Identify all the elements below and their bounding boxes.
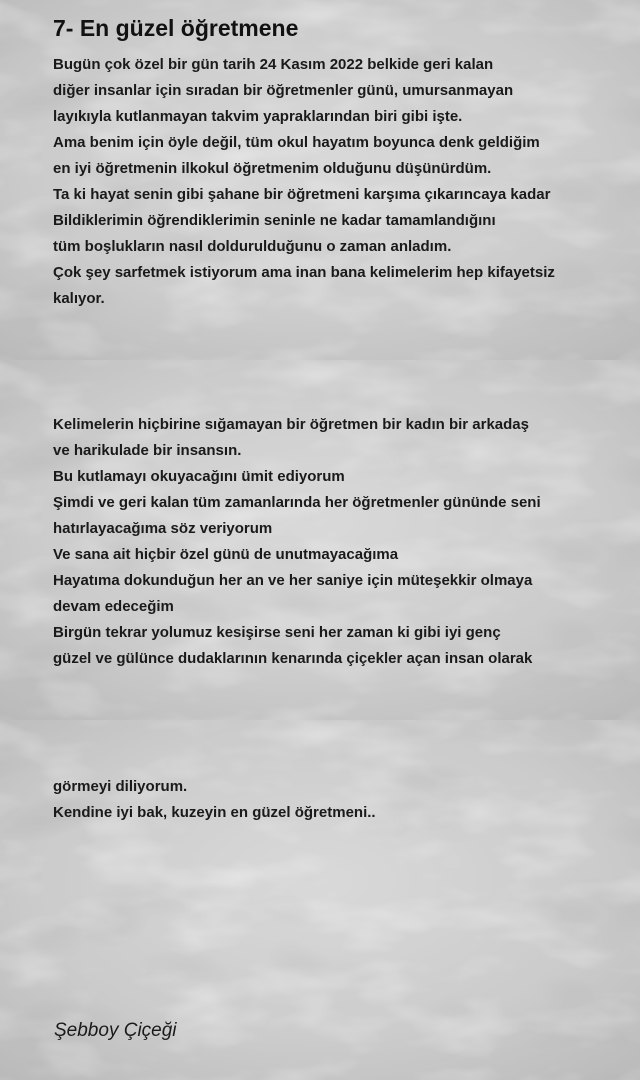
poem-line: Ama benim için öyle değil, tüm okul hayatım boyunca denk geldiğim: [53, 134, 540, 151]
poem-stanza-3: [53, 774, 620, 826]
poem-line: Hayatıma dokunduğun her an ve her saniye için müteşekkir olmaya: [53, 572, 533, 589]
poem-line: Kendine iyi bak, kuzeyin en güzel öğretmeni..: [53, 804, 376, 821]
poem-line: layıkıyla kutlanmayan takvim yapraklarından biri gibi işte.: [53, 108, 463, 125]
poem-line: en iyi öğretmenin ilkokul öğretmenim olduğunu düşünürdüm.: [53, 160, 492, 177]
poem-line: devam edeceğim: [53, 598, 174, 615]
poem-line: Bu kutlamayı okuyacağını ümit ediyorum: [53, 468, 345, 485]
poem-line: Çok şey sarfetmek istiyorum ama inan bana kelimelerim hep kifayetsiz: [53, 264, 555, 281]
poem-line: kalıyor.: [53, 290, 105, 307]
poem-line: Bildiklerimin öğrendiklerimin seninle ne kadar tamamlandığını: [53, 212, 496, 229]
poem-line: ve harikulade bir insansın.: [53, 442, 242, 459]
poem-panel-1: [0, 0, 640, 360]
poem-panel-2: [0, 360, 640, 720]
poem-line: Ve sana ait hiçbir özel günü de unutmayacağıma: [53, 546, 399, 563]
poem-line: diğer insanlar için sıradan bir öğretmenler günü, umursanmayan: [53, 82, 514, 99]
poem-line: Ta ki hayat senin gibi şahane bir öğretmeni karşıma çıkarıncaya kadar: [53, 186, 551, 203]
poem-panel-3: [0, 720, 640, 1080]
poem-line: güzel ve gülünce dudaklarının kenarında çiçekler açan insan olarak: [53, 650, 533, 667]
poem-line: Bugün çok özel bir gün tarih 24 Kasım 2022 belkide geri kalan: [53, 56, 494, 73]
poem-stanza-2: [53, 412, 620, 672]
poem-author: Şebboy Çiçeği: [54, 1020, 177, 1041]
poem-line: Şimdi ve geri kalan tüm zamanlarında her öğretmenler gününde seni: [53, 494, 541, 511]
poem-line: tüm boşlukların nasıl doldurulduğunu o zaman anladım.: [53, 238, 452, 255]
poem-line: hatırlayacağıma söz veriyorum: [53, 520, 273, 537]
poem-stanza-1: [53, 14, 620, 312]
poem-line: Birgün tekrar yolumuz kesişirse seni her zaman ki gibi iyi genç: [53, 624, 501, 641]
poem-line: Kelimelerin hiçbirine sığamayan bir öğretmen bir kadın bir arkadaş: [53, 416, 529, 433]
poem-line: görmeyi diliyorum.: [53, 778, 188, 795]
poem-title: 7- En güzel öğretmene: [53, 15, 299, 41]
